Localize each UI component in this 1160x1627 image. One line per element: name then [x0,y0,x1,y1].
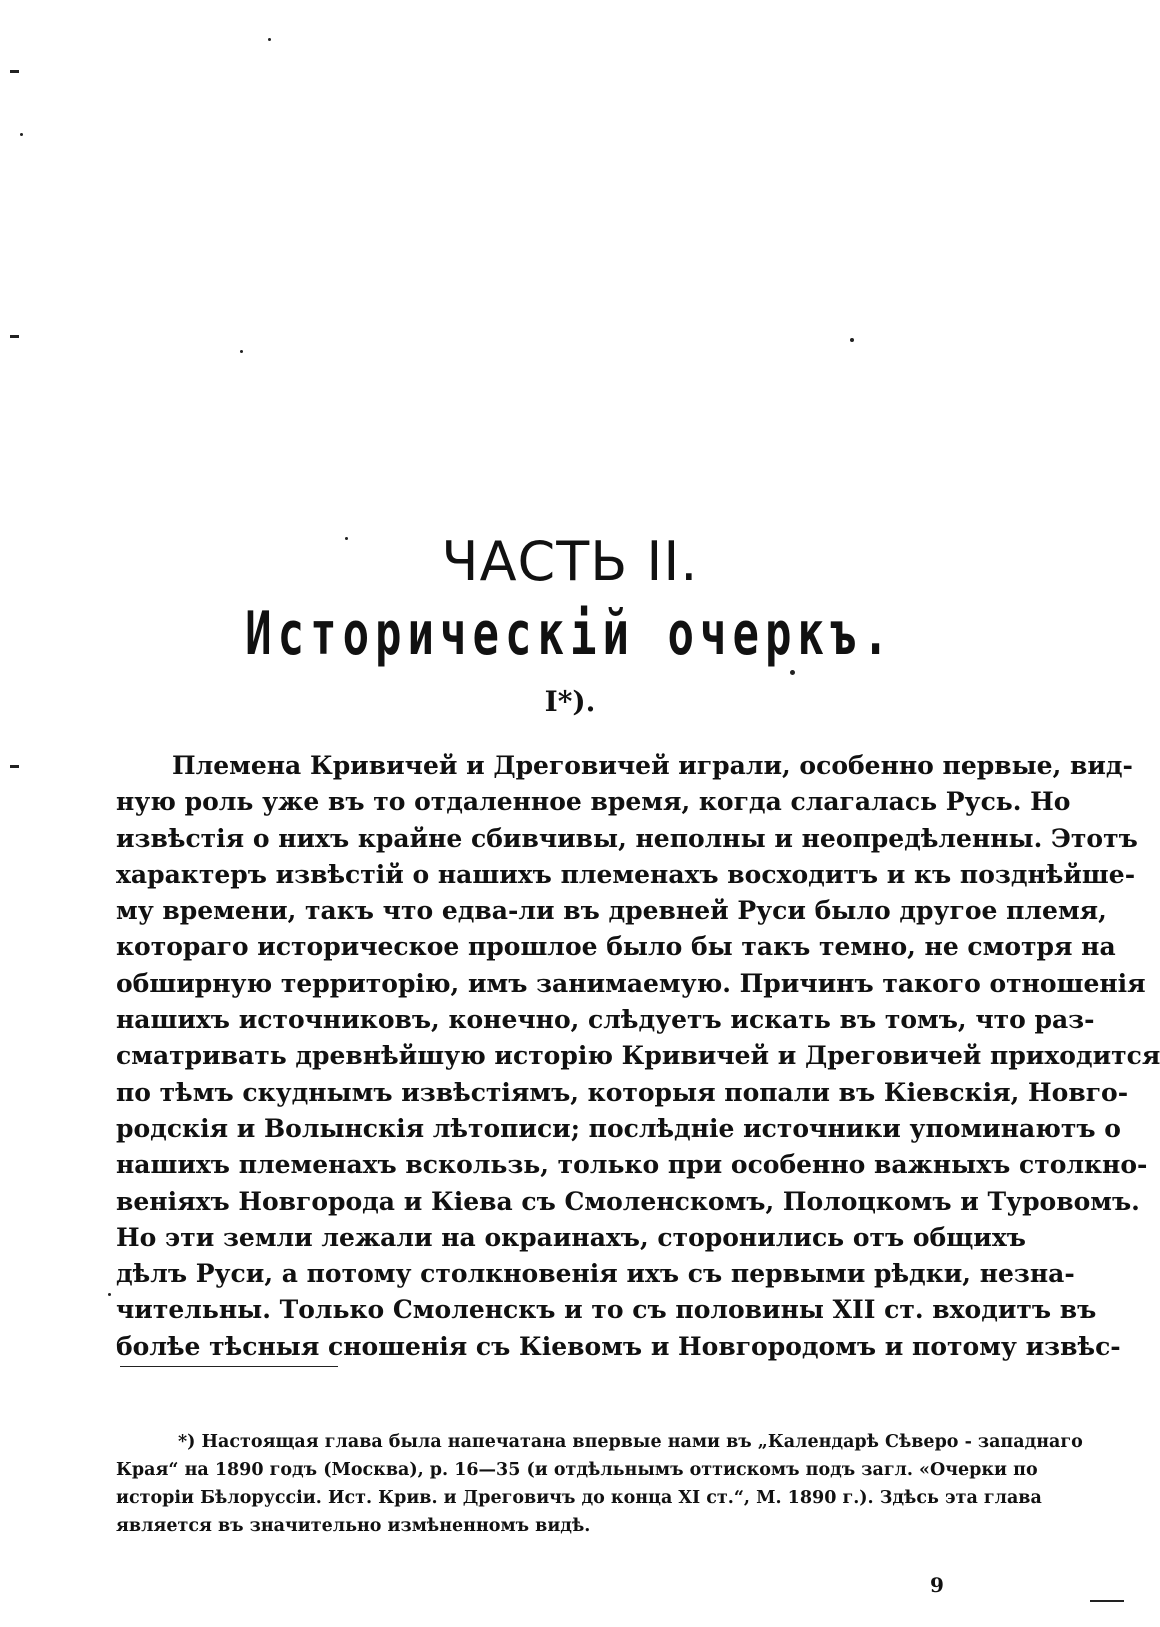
scan-mark [10,765,19,768]
scan-mark [10,335,19,338]
text-line: характеръ извѣстiй о нашихъ племенахъ восходитъ и къ позднѣйше- [116,859,1136,889]
text-line: венiяхъ Новгорода и Кiева съ Смоленскомъ, Полоцкомъ и Туровомъ. [116,1186,1140,1216]
scan-mark [10,70,19,73]
text-line: по тѣмъ скуднымъ извѣстiямъ, которыя попали въ Кiевскiя, Новго- [116,1077,1129,1107]
body-text [116,748,1160,1365]
footnote-line: исторiи Бѣлоруссiи. Ист. Крив. и Дреговичъ до конца XI ст.“, М. 1890 г.). Здѣсь эта глава [116,1488,1042,1508]
text-line: котораго историческое прошлое было бы такъ темно, не смотря на [116,932,1116,962]
scan-speck [790,670,795,675]
text-line: родскiя и Волынскiя лѣтописи; послѣднiе источники упоминаютъ о [116,1113,1121,1143]
scan-speck [268,38,271,41]
scan-speck [108,1293,111,1296]
scan-speck [240,350,243,353]
text-line: нашихъ источниковъ, конечно, слѣдуетъ искать въ томъ, что раз- [116,1005,1095,1035]
chapter-title: Историческiй очеркъ. [245,600,895,669]
text-line: нашихъ племенахъ вскользь, только при особенно важныхъ столкно- [116,1150,1148,1180]
footnote-line: является въ значительно измѣненномъ видѣ. [116,1516,591,1536]
text-line: дѣлъ Руси, а потому столкновенiя ихъ съ первыми рѣдки, незна- [116,1259,1075,1289]
text-line: извѣстiя о нихъ крайне сбивчивы, неполны и неопредѣленны. Этотъ [116,823,1138,853]
scan-speck [20,133,23,136]
part-title: ЧАСТЬ II. [441,530,699,593]
text-line: чительны. Только Смоленскъ и то съ половины XII ст. входитъ въ [116,1295,1097,1325]
footnote-line: Края“ на 1890 годъ (Москва), p. 16—35 (и отдѣльнымъ оттискомъ подъ загл. «Очерки по [116,1460,1038,1480]
text-line: му времени, такъ что едва-ли въ древней Руси было другое племя, [116,896,1107,926]
text-line: обширную территорiю, имъ занимаемую. Причинъ такого отношенiя [116,968,1146,998]
text-line: сматривать древнѣйшую исторiю Кривичей и Дреговичей приходится [116,1041,1160,1071]
text-line: Племена Кривичей и Дреговичей играли, особенно первые, вид- [172,751,1133,780]
scan-mark [1090,1600,1124,1602]
page-number: 9 [930,1573,944,1597]
footnote-line: *) Настоящая глава была напечатана впервые нами въ „Календарѣ Сѣверо - западнаго [178,1432,1083,1452]
text-line: ную роль уже въ то отдаленное время, когда слагалась Русь. Но [116,787,1071,817]
footnote [116,1428,1083,1540]
scan-speck [850,338,854,342]
text-line: болѣе тѣсныя сношенiя съ Кiевомъ и Новгородомъ и потому извѣс- [116,1331,1121,1361]
section-number: I*). [544,685,596,718]
scan-speck [345,537,348,540]
text-line: Но эти земли лежали на окраинахъ, сторонились отъ общихъ [116,1222,1026,1252]
footnote-divider [120,1366,338,1367]
